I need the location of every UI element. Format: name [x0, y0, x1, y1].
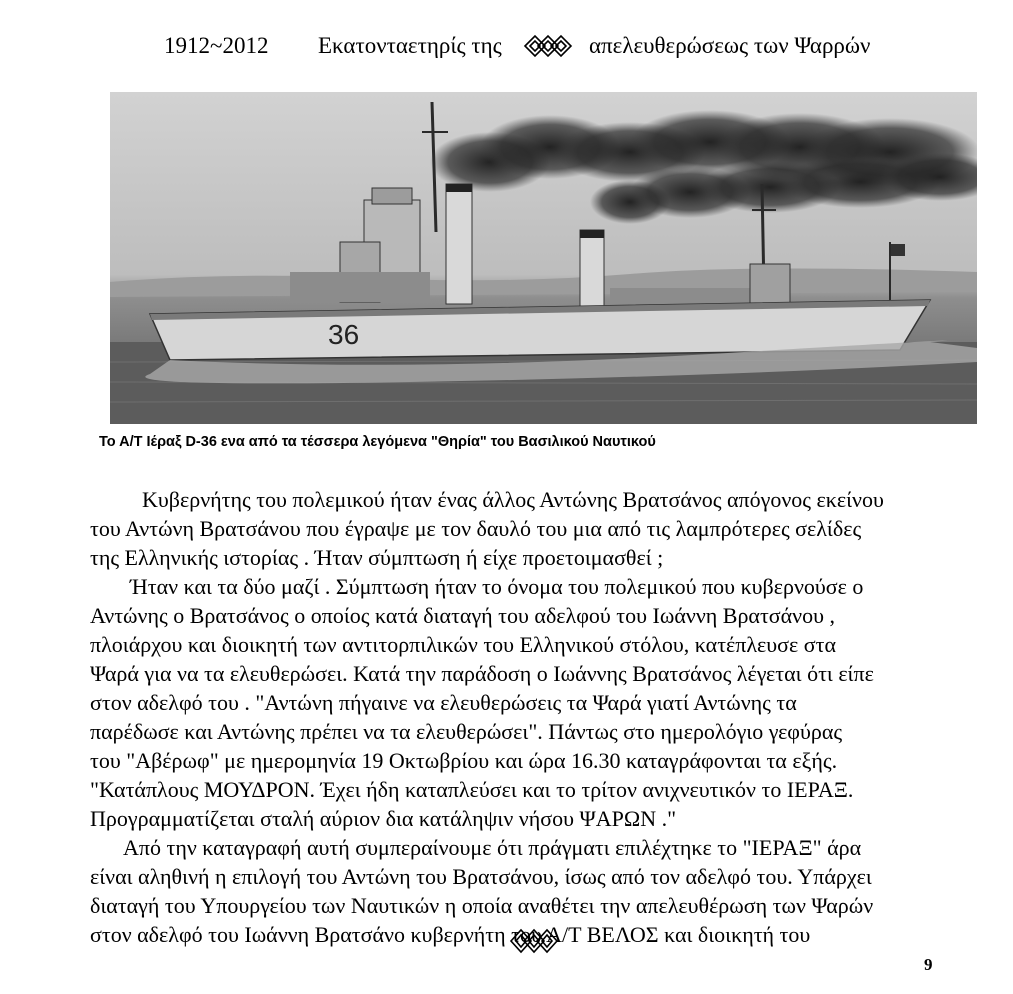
page-header	[0, 27, 1013, 67]
body-line: στον αδελφό του Ιωάννη Βρατσάνο κυβερνήτη του Α/Τ ΒΕΛΟΣ και διοικητή του	[90, 922, 811, 947]
body-text	[90, 485, 990, 949]
body-line: παρέδωσε και Αντώνης πρέπει να τα ελευθερώσει". Πάντως στο ημερολόγιο γεφύρας	[90, 719, 843, 744]
body-line: στον αδελφό του . "Αντώνη πήγαινε να ελευθερώσεις τα Ψαρά γιατί Αντώνης τα	[90, 690, 797, 715]
body-line: Ψαρά για να τα ελευθερώσει. Κατά την παράδοση ο Ιωάννης Βρατσάνος λέγεται ότι είπε	[90, 661, 874, 686]
body-line: Από την καταγραφή αυτή συμπεραίνουμε ότι πράγματι επιλέχτηκε το "ΙΕΡΑΞ" άρα	[123, 835, 862, 860]
header-title-left: Εκατονταετηρίς της	[318, 33, 502, 58]
body-line: Αντώνης ο Βρατσάνος ο οποίος κατά διαταγή του αδελφού του Ιωάννη Βρατσάνου ,	[90, 603, 836, 628]
body-line: είναι αληθινή η επιλογή του Αντώνη του Βρατσάνου, ίσως από τον αδελφό του. Υπάρχει	[90, 864, 872, 889]
body-line: της Ελληνικής ιστορίας . Ήταν σύμπτωση ή είχε προετοιμασθεί ;	[90, 545, 664, 570]
hull-number: 36	[328, 319, 360, 350]
body-line: "Κατάπλους ΜΟΥΔΡΟΝ. Έχει ήδη καταπλεύσει και το τρίτον ανιχνευτικόν το ΙΕΡΑΞ.	[90, 777, 854, 802]
diamond-lattice-ornament-icon	[523, 31, 575, 61]
body-line: του Αντώνη Βρατσάνου που έγραψε με τον δαυλό του μια από τις λαμπρότερες σελίδες	[90, 516, 862, 541]
body-line: του "Αβέρωφ" με ημερομηνία 19 Οκτωβρίου και ώρα 16.30 καταγράφονται τα εξής.	[90, 748, 838, 773]
warship-photo-icon	[110, 92, 977, 424]
body-line: Προγραμματίζεται σταλή αύριον δια κατάληψιν νήσου ΨΑΡΩΝ ."	[90, 806, 677, 831]
page-number: 9	[924, 955, 933, 974]
body-line: διαταγή του Υπουργείου των Ναυτικών η οποία αναθέτει την απελευθέρωση των Ψαρών	[90, 893, 874, 918]
body-line: Κυβερνήτης του πολεμικού ήταν ένας άλλος Αντώνης Βρατσάνος απόγονος εκείνου	[142, 487, 884, 512]
photo-caption: Το Α/Τ Ιέραξ D-36 ενα από τα τέσσερα λεγόμενα "Θηρία" του Βασιλικού Ναυτικού	[99, 434, 656, 450]
header-years: 1912~2012	[164, 33, 269, 58]
header-title-right: απελευθερώσεως των Ψαρρών	[589, 33, 871, 58]
diamond-lattice-ornament-icon	[509, 924, 561, 958]
body-line: πλοιάρχου και διοικητή των αντιτορπιλικών του Ελληνικού στόλου, κατέπλευσε στα	[90, 632, 837, 657]
body-line: Ήταν και τα δύο μαζί . Σύμπτωση ήταν το όνομα του πολεμικού που κυβερνούσε ο	[130, 574, 864, 599]
warship-photo	[110, 92, 977, 424]
